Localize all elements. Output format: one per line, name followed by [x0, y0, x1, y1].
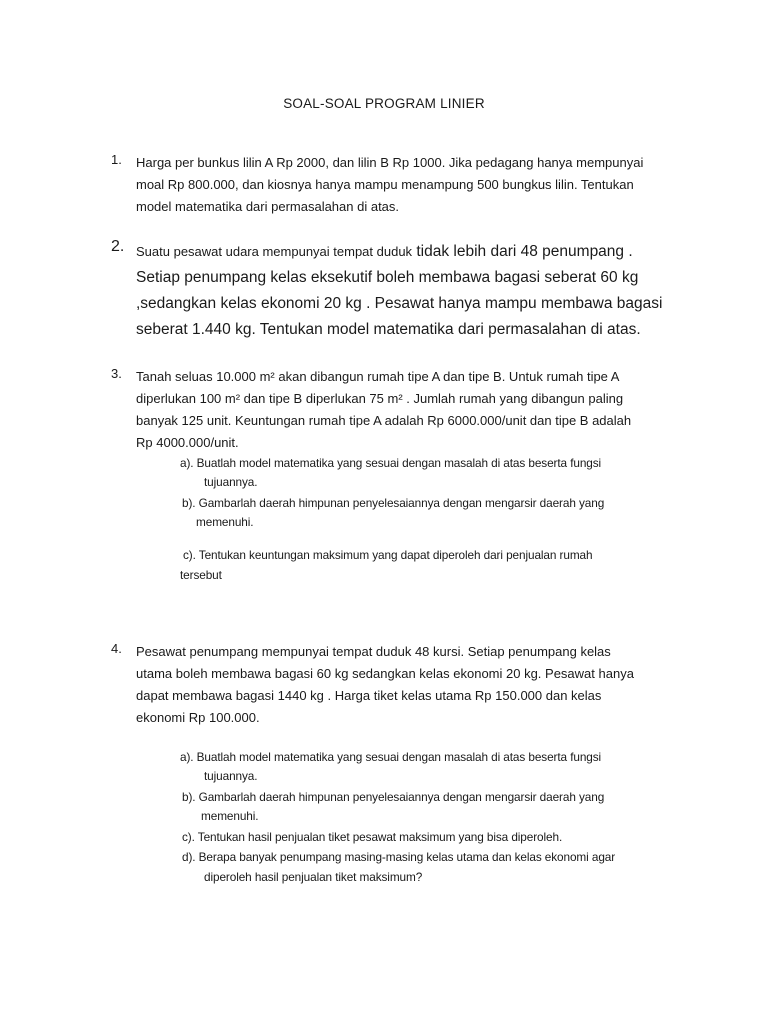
text-fragment-small: Suatu pesawat udara mempunyai tempat duduk — [136, 244, 413, 259]
subquestion-4d-cont: diperoleh hasil penjualan tiket maksimum? — [204, 870, 423, 884]
subquestion-3b: b). Gambarlah daerah himpunan penyelesaiannya dengan mengarsir daerah yang — [182, 496, 605, 510]
subquestion-4b-cont: memenuhi. — [201, 809, 259, 823]
text-line: banyak 125 unit. Keuntungan rumah tipe A adalah Rp 6000.000/unit dan tipe B adalah — [136, 413, 632, 428]
subquestion-3a-cont: tujuannya. — [204, 475, 258, 489]
text-fragment-large: tidak lebih dari 48 penumpang . — [412, 243, 633, 260]
subquestion-3c-cont: tersebut — [180, 568, 222, 582]
question-number: 4. — [111, 641, 122, 656]
text-line: dapat membawa bagasi 1440 kg . Harga tiket kelas utama Rp 150.000 dan kelas — [136, 688, 602, 703]
subquestion-4a: a). Buatlah model matematika yang sesuai dengan masalah di atas beserta fungsi — [180, 750, 602, 764]
text-line: ekonomi Rp 100.000. — [136, 710, 260, 725]
subquestion-4a-cont: tujuannya. — [204, 769, 258, 783]
document-title: SOAL-SOAL PROGRAM LINIER — [283, 96, 485, 111]
question-text — [136, 152, 676, 218]
text-line: moal Rp 800.000, dan kiosnya hanya mampu menampung 500 bungkus lilin. Tentukan — [136, 177, 634, 192]
text-line: Pesawat penumpang mempunyai tempat duduk 48 kursi. Setiap penumpang kelas — [136, 644, 611, 659]
text-line — [136, 239, 676, 265]
text-line: Harga per bunkus lilin A Rp 2000, dan lilin B Rp 1000. Jika pedagang hanya mempunyai — [136, 155, 644, 170]
question-number: 3. — [111, 366, 122, 381]
text-line: diperlukan 100 m² dan tipe B diperlukan 75 m² . Jumlah rumah yang dibangun paling — [136, 391, 624, 406]
text-line: model matematika dari permasalahan di atas. — [136, 199, 400, 214]
text-line: Setiap penumpang kelas eksekutif boleh membawa bagasi seberat 60 kg — [136, 269, 639, 286]
subquestion-4c: c). Tentukan hasil penjualan tiket pesawat maksimum yang bisa diperoleh. — [182, 830, 563, 844]
text-line: seberat 1.440 kg. Tentukan model matematika dari permasalahan di atas. — [136, 321, 641, 338]
text-line: Tanah seluas 10.000 m² akan dibangun rumah tipe A dan tipe B. Untuk rumah tipe A — [136, 369, 620, 384]
question-text — [136, 239, 676, 343]
text-line: Rp 4000.000/unit. — [136, 435, 239, 450]
text-line: utama boleh membawa bagasi 60 kg sedangkan kelas ekonomi 20 kg. Pesawat hanya — [136, 666, 634, 681]
subquestion-4d: d). Berapa banyak penumpang masing-masing kelas utama dan kelas ekonomi agar — [182, 850, 616, 864]
question-number: 2. — [111, 238, 125, 255]
text-line: ,sedangkan kelas ekonomi 20 kg . Pesawat hanya mampu membawa bagasi — [136, 295, 663, 312]
subquestion-3c: c). Tentukan keuntungan maksimum yang dapat diperoleh dari penjualan rumah — [183, 548, 593, 562]
question-number: 1. — [111, 152, 122, 167]
question-text — [136, 641, 676, 729]
subquestion-3a: a). Buatlah model matematika yang sesuai dengan masalah di atas beserta fungsi — [180, 456, 602, 470]
subquestion-3b-cont: memenuhi. — [196, 515, 254, 529]
question-text — [136, 366, 676, 454]
subquestion-4b: b). Gambarlah daerah himpunan penyelesaiannya dengan mengarsir daerah yang — [182, 790, 605, 804]
